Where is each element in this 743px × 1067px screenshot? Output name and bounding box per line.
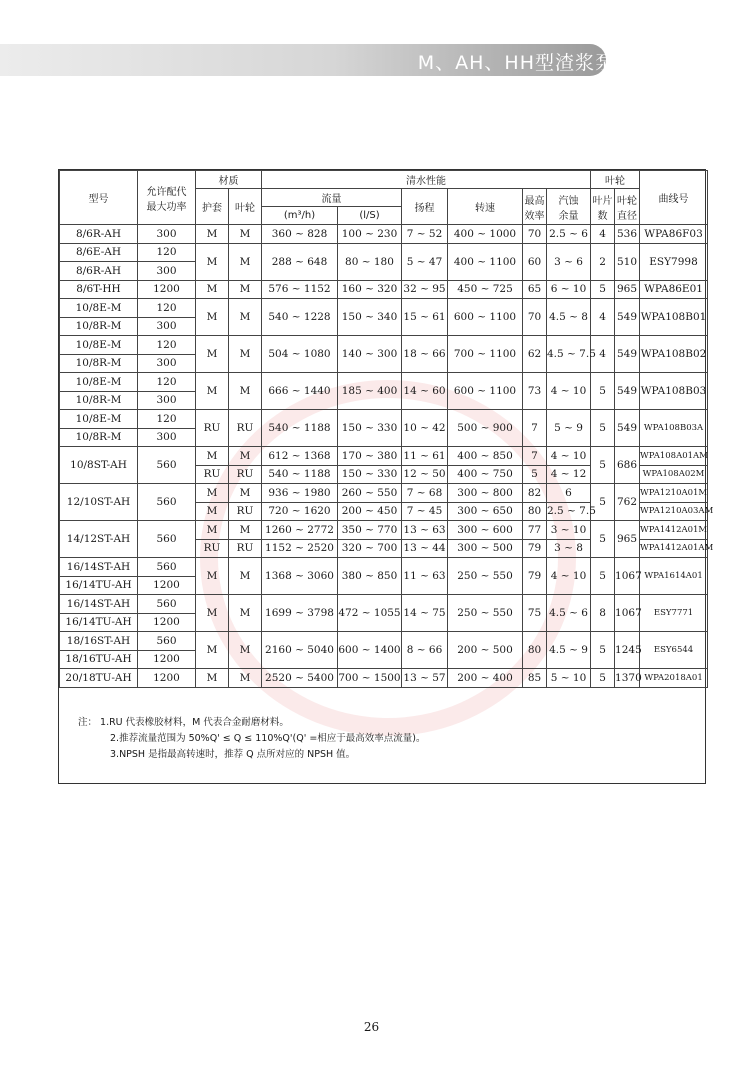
table-cell: 11 ~ 63 <box>402 558 448 595</box>
table-cell: M <box>229 558 262 595</box>
table-row <box>60 243 708 262</box>
table-cell: 16/14TU-AH <box>60 576 138 595</box>
table-cell: 4 ~ 10 <box>547 447 591 466</box>
table-cell: 300 <box>138 317 196 336</box>
table-cell: 150 ~ 340 <box>338 299 402 336</box>
table-cell: 3 ~ 8 <box>547 539 591 558</box>
table-cell: 300 ~ 500 <box>448 539 523 558</box>
col-flow-ls: (l/S) <box>338 207 402 225</box>
table-cell: 400 ~ 850 <box>448 447 523 466</box>
table-cell: 60 <box>523 243 547 280</box>
table-cell: 1370 <box>615 669 640 688</box>
col-impeller: 叶轮 <box>229 189 262 225</box>
table-cell: 540 ~ 1228 <box>262 299 338 336</box>
table-cell: M <box>196 336 229 373</box>
table-cell: WPA108A01AM <box>640 447 708 466</box>
table-cell: M <box>229 243 262 280</box>
table-cell: WPA108B01 <box>640 299 708 336</box>
table-cell: 8 ~ 66 <box>402 632 448 669</box>
table-cell: 14 ~ 75 <box>402 595 448 632</box>
table-cell: 82 <box>523 484 547 503</box>
table-cell: 11 ~ 61 <box>402 447 448 466</box>
table-cell: 1245 <box>615 632 640 669</box>
table-cell: 8 <box>591 595 615 632</box>
table-cell: 7 ~ 68 <box>402 484 448 503</box>
table-cell: 600 ~ 1100 <box>448 299 523 336</box>
table-notes <box>78 715 426 763</box>
col-speed: 转速 <box>448 189 523 225</box>
table-cell: 7 ~ 45 <box>402 502 448 521</box>
table-cell: 8/6R-AH <box>60 262 138 281</box>
table-cell: 5 <box>591 669 615 688</box>
table-cell: M <box>196 225 229 244</box>
table-cell: 4.5 ~ 6 <box>547 595 591 632</box>
table-cell: 75 <box>523 595 547 632</box>
table-cell: 200 ~ 400 <box>448 669 523 688</box>
table-cell: WPA1614A01 <box>640 558 708 595</box>
table-cell: WPA108B03 <box>640 373 708 410</box>
table-cell: M <box>196 484 229 503</box>
table-cell: M <box>229 484 262 503</box>
table-cell: 600 ~ 1100 <box>448 373 523 410</box>
table-cell: 576 ~ 1152 <box>262 280 338 299</box>
table-cell: M <box>196 280 229 299</box>
table-cell: 300 ~ 600 <box>448 521 523 540</box>
table-cell: 70 <box>523 225 547 244</box>
table-cell: 472 ~ 1055 <box>338 595 402 632</box>
table-cell: 15 ~ 61 <box>402 299 448 336</box>
table-cell: 200 ~ 450 <box>338 502 402 521</box>
pump-spec-table-frame <box>58 169 714 784</box>
table-cell: M <box>196 669 229 688</box>
table-row <box>60 484 708 503</box>
table-cell: 80 <box>523 502 547 521</box>
table-cell: 1368 ~ 3060 <box>262 558 338 595</box>
table-cell: 3 ~ 10 <box>547 521 591 540</box>
table-cell: 540 ~ 1188 <box>262 410 338 447</box>
table-cell: RU <box>229 502 262 521</box>
table-cell: 5 <box>591 447 615 484</box>
table-cell: RU <box>196 410 229 447</box>
table-cell: 288 ~ 648 <box>262 243 338 280</box>
table-cell: 5 <box>591 558 615 595</box>
table-cell: 560 <box>138 632 196 651</box>
col-curve: 曲线号 <box>640 171 708 225</box>
table-cell: 160 ~ 320 <box>338 280 402 299</box>
table-cell: 549 <box>615 410 640 447</box>
note-1: 注： 1.RU 代表橡胶材料，M 代表合金耐磨材料。 <box>78 717 289 728</box>
table-cell: 300 ~ 650 <box>448 502 523 521</box>
table-cell: 686 <box>615 447 640 484</box>
table-cell: 185 ~ 400 <box>338 373 402 410</box>
table-cell: 8/6E-AH <box>60 243 138 262</box>
table-cell: WPA1412A01M <box>640 521 708 540</box>
table-cell: 4 <box>591 336 615 373</box>
col-impeller-diameter: 叶轮 直径 <box>615 189 640 225</box>
table-cell: 62 <box>523 336 547 373</box>
table-cell: 1152 ~ 2520 <box>262 539 338 558</box>
table-cell: 300 <box>138 225 196 244</box>
table-cell: 7 <box>523 447 547 466</box>
table-cell: 5 <box>523 465 547 484</box>
table-cell: 140 ~ 300 <box>338 336 402 373</box>
table-cell: 4.5 ~ 7.5 <box>547 336 591 373</box>
table-row <box>60 225 708 244</box>
table-cell: ESY7998 <box>640 243 708 280</box>
table-cell: 80 ~ 180 <box>338 243 402 280</box>
table-cell: M <box>229 280 262 299</box>
table-row <box>60 299 708 318</box>
table-cell: 540 ~ 1188 <box>262 465 338 484</box>
table-cell: 14 ~ 60 <box>402 373 448 410</box>
table-cell: 1200 <box>138 576 196 595</box>
table-cell: 560 <box>138 484 196 521</box>
table-cell: 79 <box>523 558 547 595</box>
table-cell: 560 <box>138 595 196 614</box>
table-row <box>60 632 708 651</box>
table-cell: 549 <box>615 299 640 336</box>
table-cell: 300 <box>138 354 196 373</box>
table-cell: 65 <box>523 280 547 299</box>
table-cell: 560 <box>138 447 196 484</box>
table-cell: M <box>196 595 229 632</box>
table-cell: 10/8E-M <box>60 299 138 318</box>
table-cell: 2.5 ~ 7.5 <box>547 502 591 521</box>
table-cell: 560 <box>138 558 196 577</box>
table-cell: 500 ~ 900 <box>448 410 523 447</box>
table-cell: 1260 ~ 2772 <box>262 521 338 540</box>
table-cell: 936 ~ 1980 <box>262 484 338 503</box>
table-row <box>60 521 708 540</box>
col-flow: 流量 <box>262 189 402 207</box>
table-cell: M <box>196 558 229 595</box>
table-cell: 5 ~ 9 <box>547 410 591 447</box>
table-cell: 13 ~ 57 <box>402 669 448 688</box>
table-cell: 18/16ST-AH <box>60 632 138 651</box>
table-cell: 600 ~ 1400 <box>338 632 402 669</box>
table-cell: 5 <box>591 410 615 447</box>
table-cell: M <box>196 502 229 521</box>
table-cell: WPA108B02 <box>640 336 708 373</box>
table-cell: M <box>229 336 262 373</box>
table-cell: 4.5 ~ 8 <box>547 299 591 336</box>
table-cell: 10/8R-M <box>60 317 138 336</box>
table-cell: 79 <box>523 539 547 558</box>
table-cell: ESY7771 <box>640 595 708 632</box>
table-cell: 6 <box>547 484 591 503</box>
table-cell: 560 <box>138 521 196 558</box>
table-row <box>60 447 708 466</box>
table-cell: 120 <box>138 336 196 355</box>
table-cell: 2520 ~ 5400 <box>262 669 338 688</box>
table-cell: 5 <box>591 632 615 669</box>
table-cell: 700 ~ 1100 <box>448 336 523 373</box>
table-cell: RU <box>229 539 262 558</box>
table-cell: RU <box>229 465 262 484</box>
table-cell: 5 <box>591 373 615 410</box>
table-row <box>60 410 708 429</box>
table-cell: 260 ~ 550 <box>338 484 402 503</box>
table-cell: 300 ~ 800 <box>448 484 523 503</box>
table-cell: 10 ~ 42 <box>402 410 448 447</box>
table-row <box>60 280 708 299</box>
table-cell: 1067 <box>615 558 640 595</box>
table-cell: 504 ~ 1080 <box>262 336 338 373</box>
table-cell: 400 ~ 1100 <box>448 243 523 280</box>
table-cell: 10/8R-M <box>60 428 138 447</box>
table-cell: 10/8R-M <box>60 391 138 410</box>
table-cell: 5 <box>591 521 615 558</box>
table-cell: 13 ~ 44 <box>402 539 448 558</box>
table-cell: 16/14ST-AH <box>60 595 138 614</box>
table-cell: M <box>229 447 262 466</box>
table-cell: M <box>229 632 262 669</box>
table-cell: ESY6544 <box>640 632 708 669</box>
table-cell: 14/12ST-AH <box>60 521 138 558</box>
table-row <box>60 595 708 614</box>
table-cell: 7 ~ 52 <box>402 225 448 244</box>
table-cell: 13 ~ 63 <box>402 521 448 540</box>
table-cell: 400 ~ 1000 <box>448 225 523 244</box>
table-cell: M <box>229 225 262 244</box>
col-water-performance: 清水性能 <box>262 171 591 189</box>
table-cell: WPA1412A01AM <box>640 539 708 558</box>
col-material: 材质 <box>196 171 262 189</box>
table-cell: 450 ~ 725 <box>448 280 523 299</box>
table-cell: 320 ~ 700 <box>338 539 402 558</box>
table-cell: 666 ~ 1440 <box>262 373 338 410</box>
table-cell: 4 <box>591 299 615 336</box>
table-cell: 700 ~ 1500 <box>338 669 402 688</box>
table-cell: 20/18TU-AH <box>60 669 138 688</box>
table-cell: 549 <box>615 336 640 373</box>
table-cell: 300 <box>138 428 196 447</box>
table-cell: 1200 <box>138 669 196 688</box>
table-cell: M <box>196 373 229 410</box>
table-cell: 1200 <box>138 613 196 632</box>
note-2: 2.推荐流量范围为 50%Q' ≤ Q ≤ 110%Q'(Q' =相应于最高效率点流量)。 <box>110 733 426 744</box>
table-cell: 1200 <box>138 280 196 299</box>
table-cell: 4.5 ~ 9 <box>547 632 591 669</box>
col-impeller-group: 叶轮 <box>591 171 640 189</box>
col-head: 扬程 <box>402 189 448 225</box>
table-cell: WPA2018A01 <box>640 669 708 688</box>
table-cell: 80 <box>523 632 547 669</box>
table-cell: 762 <box>615 484 640 521</box>
table-cell: 6 ~ 10 <box>547 280 591 299</box>
table-row <box>60 558 708 577</box>
col-npsh: 汽蚀 余量 <box>547 189 591 225</box>
table-cell: 300 <box>138 391 196 410</box>
table-cell: 10/8ST-AH <box>60 447 138 484</box>
table-cell: 100 ~ 230 <box>338 225 402 244</box>
table-cell: RU <box>196 465 229 484</box>
table-cell: 16/14TU-AH <box>60 613 138 632</box>
table-cell: 720 ~ 1620 <box>262 502 338 521</box>
note-3: 3.NPSH 是指最高转速时，推荐 Q 点所对应的 NPSH 值。 <box>110 749 356 760</box>
table-cell: 73 <box>523 373 547 410</box>
table-cell: 150 ~ 330 <box>338 465 402 484</box>
col-vanes: 叶片 数 <box>591 189 615 225</box>
table-cell: 120 <box>138 243 196 262</box>
table-cell: M <box>196 243 229 280</box>
table-cell: 4 ~ 12 <box>547 465 591 484</box>
table-cell: WPA1210A01M <box>640 484 708 503</box>
table-cell: 965 <box>615 280 640 299</box>
table-cell: M <box>229 521 262 540</box>
table-cell: 1200 <box>138 650 196 669</box>
table-cell: 510 <box>615 243 640 280</box>
col-efficiency: 最高 效率 <box>523 189 547 225</box>
table-cell: 16/14ST-AH <box>60 558 138 577</box>
table-cell: 12/10ST-AH <box>60 484 138 521</box>
table-cell: 12 ~ 50 <box>402 465 448 484</box>
col-power: 允许配代 最大功率 <box>138 171 196 225</box>
table-cell: M <box>196 447 229 466</box>
table-cell: 549 <box>615 373 640 410</box>
table-cell: 3 ~ 6 <box>547 243 591 280</box>
table-cell: 1067 <box>615 595 640 632</box>
table-cell: 18/16TU-AH <box>60 650 138 669</box>
table-cell: RU <box>229 410 262 447</box>
table-cell: 10/8E-M <box>60 410 138 429</box>
table-cell: 2 <box>591 243 615 280</box>
table-cell: 5 ~ 47 <box>402 243 448 280</box>
table-cell: WPA1210A03AM <box>640 502 708 521</box>
table-cell: M <box>196 632 229 669</box>
table-cell: 170 ~ 380 <box>338 447 402 466</box>
page-number: 26 <box>363 1020 380 1034</box>
table-cell: 2160 ~ 5040 <box>262 632 338 669</box>
table-cell: 70 <box>523 299 547 336</box>
table-cell: 120 <box>138 410 196 429</box>
col-liner: 护套 <box>196 189 229 225</box>
table-cell: M <box>229 595 262 632</box>
table-cell: 10/8E-M <box>60 336 138 355</box>
table-cell: 360 ~ 828 <box>262 225 338 244</box>
table-cell: 120 <box>138 299 196 318</box>
table-cell: 612 ~ 1368 <box>262 447 338 466</box>
table-cell: 5 ~ 10 <box>547 669 591 688</box>
table-cell: 4 <box>591 225 615 244</box>
table-cell: WPA108B03A <box>640 410 708 447</box>
table-cell: 77 <box>523 521 547 540</box>
table-cell: 18 ~ 66 <box>402 336 448 373</box>
table-cell: M <box>196 521 229 540</box>
table-cell: 10/8E-M <box>60 373 138 392</box>
table-cell: 1699 ~ 3798 <box>262 595 338 632</box>
col-model: 型号 <box>60 171 138 225</box>
table-cell: WPA86E01 <box>640 280 708 299</box>
table-cell: 380 ~ 850 <box>338 558 402 595</box>
table-cell: 200 ~ 500 <box>448 632 523 669</box>
table-cell: M <box>229 669 262 688</box>
table-cell: WPA86F03 <box>640 225 708 244</box>
pump-spec-table <box>59 170 714 688</box>
table-cell: 250 ~ 550 <box>448 595 523 632</box>
table-cell: 350 ~ 770 <box>338 521 402 540</box>
table-cell: 85 <box>523 669 547 688</box>
table-row <box>60 373 708 392</box>
table-cell: M <box>196 299 229 336</box>
table-row <box>60 336 708 355</box>
table-row <box>60 669 708 688</box>
table-cell: 4 ~ 10 <box>547 558 591 595</box>
col-flow-m3h: (m³/h) <box>262 207 338 225</box>
table-cell: 250 ~ 550 <box>448 558 523 595</box>
table-cell: WPA108A02M <box>640 465 708 484</box>
table-cell: 150 ~ 330 <box>338 410 402 447</box>
table-cell: 2.5 ~ 6 <box>547 225 591 244</box>
table-cell: 965 <box>615 521 640 558</box>
table-cell: RU <box>196 539 229 558</box>
table-cell: 5 <box>591 484 615 521</box>
table-cell: 8/6R-AH <box>60 225 138 244</box>
table-cell: 7 <box>523 410 547 447</box>
table-cell: 4 ~ 10 <box>547 373 591 410</box>
table-cell: M <box>229 373 262 410</box>
table-cell: 120 <box>138 373 196 392</box>
table-cell: 300 <box>138 262 196 281</box>
table-cell: 8/6T-HH <box>60 280 138 299</box>
table-cell: 536 <box>615 225 640 244</box>
table-cell: 400 ~ 750 <box>448 465 523 484</box>
table-cell: M <box>229 299 262 336</box>
page-title: M、AH、HH型渣浆泵 <box>417 52 615 74</box>
table-cell: 10/8R-M <box>60 354 138 373</box>
table-cell: 32 ~ 95 <box>402 280 448 299</box>
table-cell: 5 <box>591 280 615 299</box>
